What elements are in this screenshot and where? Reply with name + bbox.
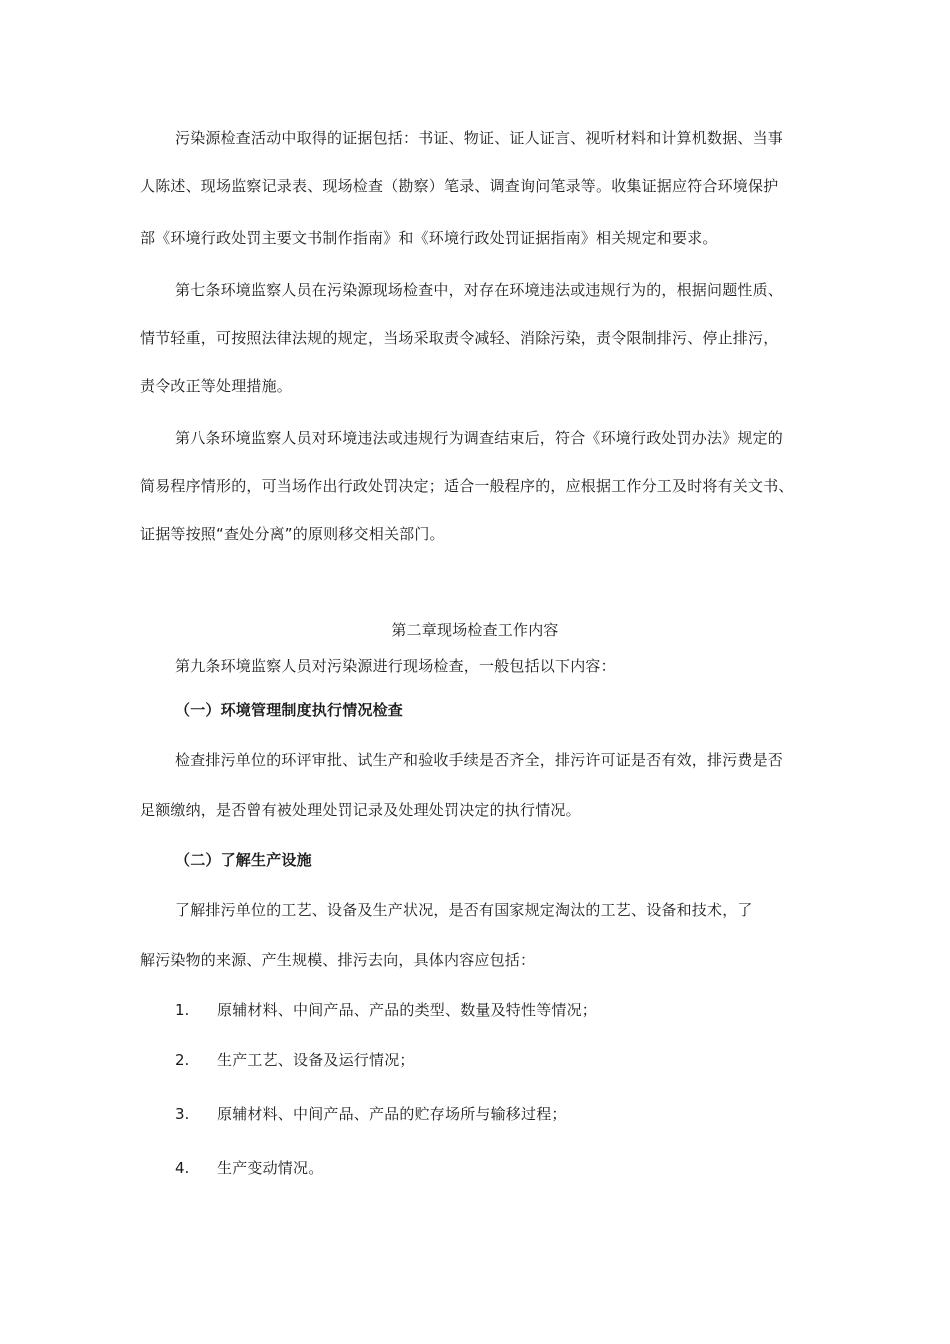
list-item-text: 原辅材料、中间产品、产品的贮存场所与输移过程； [217,1105,567,1123]
list-item-text: 原辅材料、中间产品、产品的类型、数量及特性等情况； [217,1001,598,1019]
chapter-title: 第二章现场检查工作内容 [391,621,559,639]
para2-line2: 情节轻重，可按照法律法规的规定，当场采取责令减轻、消除污染，责令限制排污、停止排污， [140,329,779,347]
para3-line1: 第八条环境监察人员对环境违法或违规行为调查结束后，符合《环境行政处罚办法》规定的 [175,429,784,447]
section2-line2: 解污染物的来源、产生规模、排污去向，具体内容应包括： [140,951,536,969]
section1-heading: （一）环境管理制度执行情况检查 [175,701,404,719]
para4-line1: 第九条环境监察人员对污染源进行现场检查，一般包括以下内容： [175,657,616,675]
section2-heading: （二）了解生产设施 [175,851,312,869]
para1-line2: 人陈述、现场监察记录表、现场检查（勘察）笔录、调查询问笔录等。收集证据应符合环境保护 [140,177,779,195]
section2-line1: 了解排污单位的工艺、设备及生产状况，是否有国家规定淘汰的工艺、设备和技术，了 [175,901,753,919]
para1-line3: 部《环境行政处罚主要文书制作指南》和《环境行政处罚证据指南》相关规定和要求。 [140,229,718,247]
section1-line2: 足额缴纳，是否曾有被处理处罚记录及处理处罚决定的执行情况。 [140,801,581,819]
para3-line3: 证据等按照“查处分离”的原则移交相关部门。 [140,525,445,543]
list-item-number: 1. [175,1001,190,1019]
list-item-text: 生产工艺、设备及运行情况； [217,1051,415,1069]
list-item-text: 生产变动情况。 [217,1159,324,1177]
para2-line3: 责令改正等处理措施。 [140,377,293,395]
list-item-number: 4. [175,1159,190,1177]
section1-line1: 检查排污单位的环评审批、试生产和验收手续是否齐全，排污许可证是否有效，排污费是否 [175,751,784,769]
para2-line1: 第七条环境监察人员在污染源现场检查中，对存在环境违法或违规行为的，根据问题性质、 [175,281,784,299]
para1-line1: 污染源检查活动中取得的证据包括：书证、物证、证人证言、视听材料和计算机数据、当事 [175,129,784,147]
list-item-number: 3. [175,1105,190,1123]
para3-line2: 简易程序情形的，可当场作出行政处罚决定；适合一般程序的，应根据工作分工及时将有关文书、 [140,477,794,495]
list-item-number: 2. [175,1051,190,1069]
